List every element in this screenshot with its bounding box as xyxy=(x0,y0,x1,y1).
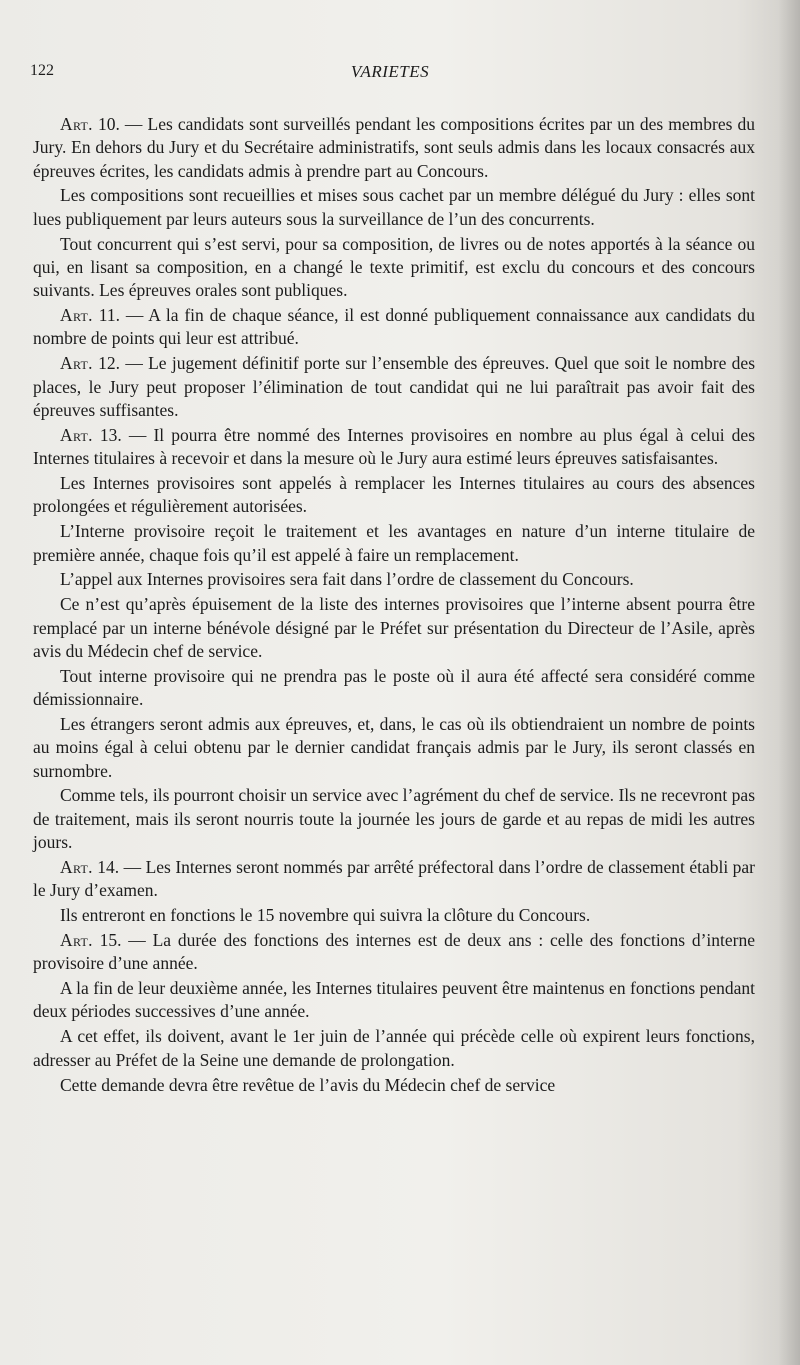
paragraph-text: — Les Internes seront nommés par arrêté préfectoral dans l’ordre de classement établi par le Jury d’examen. xyxy=(33,856,756,901)
paragraph xyxy=(33,1074,755,1097)
paragraph-text: Ils entreront en fonctions le 15 novembre qui suivra la clôture du Concours. xyxy=(60,905,591,926)
body-text xyxy=(33,113,755,1098)
paragraph xyxy=(33,593,755,663)
paragraph-art-13 xyxy=(33,424,755,471)
paragraph xyxy=(33,472,755,519)
paragraph-text: Les étrangers seront admis aux épreuves, et, dans, le cas où ils obtiendraient un nombre de points au moins égal à celui obtenu par le dernier candidat français admis par le Jury, ils seront classés en surnombre. xyxy=(33,713,755,781)
paragraph xyxy=(33,784,755,854)
article-number: 11. xyxy=(98,305,120,326)
page-header xyxy=(30,62,750,88)
paragraph-text: Cette demande devra être revêtue de l’avis du Médecin chef de service xyxy=(60,1074,556,1095)
article-number: 10. xyxy=(97,114,120,134)
article-label: Art. xyxy=(60,930,93,950)
running-title: VARIETES xyxy=(350,62,430,81)
paragraph-art-12 xyxy=(33,352,755,422)
article-label: Art. xyxy=(60,114,93,134)
article-number: 13. xyxy=(99,424,122,445)
paragraph-text: Comme tels, ils pourront choisir un service avec l’agrément du chef de service. Ils ne recevront pas de traitement, mais ils seront nourris toute la journée les jours de garde et au repas de midi les autres jours. xyxy=(33,785,755,853)
paragraph-text: — Il pourra être nommé des Internes provisoires en nombre au plus égal à celui des Internes titulaires à recevoir et dans la mesure où le Jury aura estimé leurs épreuves satisfaisantes. xyxy=(33,424,756,469)
article-label: Art. xyxy=(60,305,93,326)
paragraph xyxy=(33,520,755,567)
paragraph xyxy=(33,665,755,712)
paragraph xyxy=(33,713,755,783)
page-number: 122 xyxy=(30,62,54,79)
article-number: 12. xyxy=(98,353,121,374)
paragraph-art-11 xyxy=(33,304,755,351)
paragraph xyxy=(33,904,755,927)
paragraph xyxy=(33,233,755,303)
article-number: 15. xyxy=(99,930,122,950)
page-shadow-edge xyxy=(778,0,800,1365)
paragraph-text: Tout interne provisoire qui ne prendra pas le poste où il aura été affecté sera considéré comme démissionnaire. xyxy=(33,665,755,710)
paragraph xyxy=(33,1025,755,1072)
paragraph-text: Les compositions sont recueillies et mises sous cachet par un membre délégué du Jury : elles sont lues publiquement par leurs auteurs sous la surveillance de l’un des concurrents. xyxy=(33,185,755,229)
article-number: 14. xyxy=(97,856,120,877)
paragraph-text: — La durée des fonctions des internes est de deux ans : celle des fonctions d’interne provisoire d’une année. xyxy=(33,930,756,974)
paragraph-text: — Le jugement définitif porte sur l’ensemble des épreuves. Quel que soit le nombre des places, le Jury peut proposer l’élimination de tout candidat qui ne lui paraîtrait pas avoir fait des épreuves suffisantes. xyxy=(33,353,756,420)
paragraph-text: — A la fin de chaque séance, il est donné publiquement connaissance aux candidats du nombre de points qui leur est attribué. xyxy=(33,305,755,349)
paragraph-art-15 xyxy=(33,929,755,976)
paragraph-text: L’Interne provisoire reçoit le traitement et les avantages en nature d’un interne titulaire de première année, chaque fois qu’il est appelé à faire un remplacement. xyxy=(33,521,755,565)
paragraph-text: A la fin de leur deuxième année, les Internes titulaires peuvent être maintenus en fonctions pendant deux périodes successives d’une année. xyxy=(33,978,755,1022)
paragraph-text: Ce n’est qu’après épuisement de la liste des internes provisoires que l’interne absent pourra être remplacé par un interne bénévole désigné par le Préfet sur présentation du Directeur de l’Asile, après avis du Médecin chef de service. xyxy=(33,594,755,661)
paragraph-text: L’appel aux Internes provisoires sera fait dans l’ordre de classement du Concours. xyxy=(60,569,634,590)
article-label: Art. xyxy=(60,353,93,374)
paragraph-text: Tout concurrent qui s’est servi, pour sa composition, de livres ou de notes apportés à la séance ou qui, en lisant sa composition, en a changé le texte primitif, est exclu du concours et des concours suivants. Les épreuves orales sont publiques. xyxy=(33,233,755,301)
article-label: Art. xyxy=(60,856,93,877)
paragraph xyxy=(33,184,755,231)
paragraph xyxy=(33,568,755,591)
article-label: Art. xyxy=(60,424,93,445)
paragraph-art-10 xyxy=(33,113,755,183)
paragraph-art-14 xyxy=(33,856,755,903)
paragraph-text: — Les candidats sont surveillés pendant les compositions écrites par un des membres du Jury. En dehors du Jury et du Secrétaire administratifs, sont seuls admis dans les locaux consacrés aux épreuves écrites, les candidats admis à prendre part au Concours. xyxy=(33,114,755,181)
paragraph-text: A cet effet, ils doivent, avant le 1er juin de l’année qui précède celle où expirent leurs fonctions, adresser au Préfet de la Seine une demande de prolongation. xyxy=(33,1026,755,1070)
paragraph xyxy=(33,977,755,1024)
paragraph-text: Les Internes provisoires sont appelés à remplacer les Internes titulaires au cours des absences prolongées et régulièrement autorisées. xyxy=(33,473,755,517)
